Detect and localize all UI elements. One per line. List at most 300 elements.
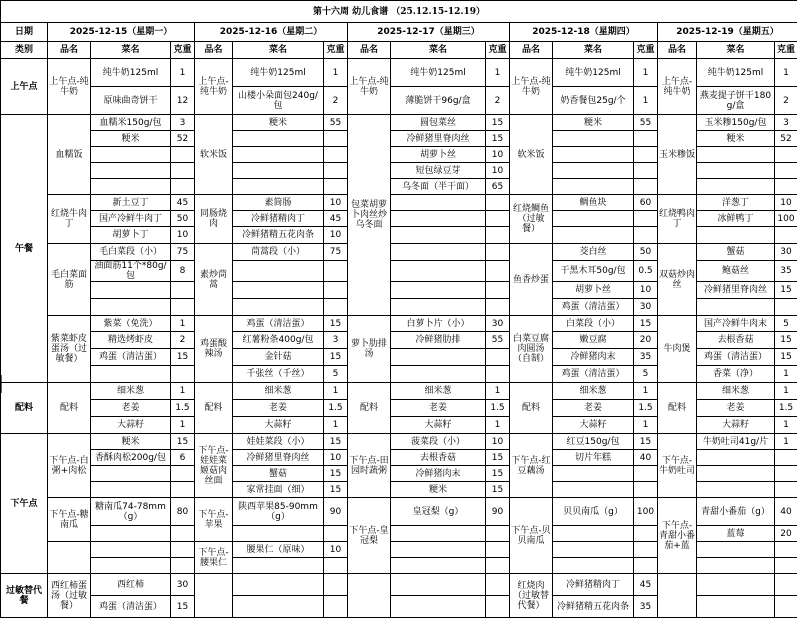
- ingredient-mon: 国产冷鲜牛肉丁: [91, 211, 171, 227]
- qty-wed: 90: [486, 498, 510, 526]
- day-header-tue: 2025-12-16（星期二）: [195, 23, 348, 42]
- ingredient-fri: [697, 596, 775, 618]
- ingredient-fri: 大蒜籽: [697, 417, 775, 434]
- ingredient-fri: 香菜（净）: [697, 366, 775, 383]
- col-dish: 品名: [658, 42, 697, 59]
- ingredient-wed: [391, 526, 486, 542]
- ingredient-mon: 精选烤虾皮: [91, 332, 171, 349]
- ingredient-thu: 纯牛奶125ml: [553, 59, 634, 87]
- qty-fri: 1: [775, 366, 797, 383]
- dish-name-fri: 玉米糁饭: [658, 115, 697, 195]
- qty-wed: [486, 195, 510, 211]
- qty-fri: [775, 542, 797, 558]
- ingredient-wed: 冷鲜猪里脊肉丝: [391, 131, 486, 147]
- ingredient-mon: 老姜: [91, 400, 171, 417]
- ingredient-tue: [233, 261, 324, 282]
- qty-thu: 0.5: [634, 261, 658, 282]
- dish-name-wed: 萝卜肋排汤: [348, 316, 391, 383]
- dish-name-tue: 下午点-苹果: [195, 498, 233, 542]
- table-row: [1, 574, 797, 596]
- ingredient-mon: [91, 558, 171, 574]
- qty-fri: [775, 179, 797, 195]
- qty-fri: 1: [775, 59, 797, 87]
- qty-tue: 10: [324, 195, 348, 211]
- qty-mon: [171, 179, 195, 195]
- ingredient-mon: 血糯米150g/包: [91, 115, 171, 131]
- ingredient-tue: 腰果仁（原味）: [233, 542, 324, 558]
- qty-mon: 1: [171, 59, 195, 87]
- qty-wed: [486, 574, 510, 596]
- ingredient-fri: [697, 466, 775, 482]
- ingredient-fri: 冰鲜鸭丁: [697, 211, 775, 227]
- ingredient-wed: 皇冠梨（g）: [391, 498, 486, 526]
- dish-name-tue: 下午点-娃娃菜姬菇肉丝面: [195, 434, 233, 498]
- qty-thu: 35: [634, 349, 658, 366]
- ingredient-mon: [91, 466, 171, 482]
- qty-thu: 45: [634, 574, 658, 596]
- ingredient-tue: 山楼小朵面包240g/包: [233, 87, 324, 115]
- ingredient-thu: 贝贝南瓜（g）: [553, 498, 634, 526]
- col-dish: 品名: [510, 42, 553, 59]
- ingredient-thu: [553, 227, 634, 244]
- ingredient-fri: 燕麦提子饼干180g/盒: [697, 87, 775, 115]
- ingredient-thu: [553, 466, 634, 482]
- dish-name-fri: 下午点-青甜小番茄+蓝: [658, 498, 697, 574]
- ingredient-fri: [697, 147, 775, 163]
- qty-tue: 15: [324, 482, 348, 498]
- ingredient-wed: 冷鲜猪肉末: [391, 466, 486, 482]
- dish-name-thu: 红烧肉（过敏替代餐）: [510, 574, 553, 618]
- qty-fri: [775, 482, 797, 498]
- ingredient-thu: [553, 179, 634, 195]
- dish-name-tue: 下午点-腰果仁: [195, 542, 233, 574]
- ingredient-thu: 冷鲜猪精肉丁: [553, 574, 634, 596]
- col-qty: 克重: [775, 42, 797, 59]
- dish-name-tue: 软米饭: [195, 115, 233, 195]
- qty-fri: 1: [775, 417, 797, 434]
- qty-wed: [486, 299, 510, 316]
- ingredient-wed: 胡萝卜丝: [391, 147, 486, 163]
- dish-name-fri: 红烧鸭肉丁: [658, 195, 697, 244]
- ingredient-thu: 白菜段（小）: [553, 316, 634, 332]
- ingredient-thu: [553, 482, 634, 498]
- qty-fri: 5: [775, 316, 797, 332]
- qty-tue: 55: [324, 115, 348, 131]
- dish-name-wed: 下午点-皇冠梨: [348, 498, 391, 574]
- ingredient-wed: 去根香菇: [391, 450, 486, 466]
- qty-thu: [634, 163, 658, 179]
- dish-name-fri: 牛肉煲: [658, 316, 697, 383]
- ingredient-fri: 鲍菇丝: [697, 261, 775, 282]
- qty-wed: 10: [486, 147, 510, 163]
- ingredient-thu: [553, 526, 634, 542]
- qty-wed: 1: [486, 383, 510, 400]
- qty-fri: [775, 466, 797, 482]
- ingredient-mon: 香酥肉松200g/包: [91, 450, 171, 466]
- qty-fri: 15: [775, 332, 797, 349]
- qty-fri: 52: [775, 131, 797, 147]
- ingredient-mon: 粳米: [91, 434, 171, 450]
- table-row: [1, 59, 797, 87]
- qty-fri: [775, 574, 797, 596]
- col-ingredient: 菜名: [553, 42, 634, 59]
- qty-fri: 35: [775, 261, 797, 282]
- ingredient-fri: 去根香菇: [697, 332, 775, 349]
- qty-thu: [634, 526, 658, 542]
- ingredient-fri: 牛奶吐司41g/片: [697, 434, 775, 450]
- ingredient-fri: 青甜小番茄（g）: [697, 498, 775, 526]
- qty-fri: 1: [775, 383, 797, 400]
- ingredient-mon: 胡萝卜丁: [91, 227, 171, 244]
- table-row: [1, 244, 797, 261]
- ingredient-fri: 鸡蛋（清洁蛋）: [697, 349, 775, 366]
- ingredient-wed: 细米葱: [391, 383, 486, 400]
- qty-mon: 3: [171, 115, 195, 131]
- table-row: [1, 195, 797, 211]
- qty-thu: [634, 466, 658, 482]
- ingredient-fri: 蓝莓: [697, 526, 775, 542]
- ingredient-thu: 嫩豆腐: [553, 332, 634, 349]
- ingredient-wed: [391, 195, 486, 211]
- qty-wed: 65: [486, 179, 510, 195]
- ingredient-tue: [233, 179, 324, 195]
- ingredient-wed: 短包绿豆芽: [391, 163, 486, 179]
- ingredient-fri: [697, 482, 775, 498]
- qty-mon: 15: [171, 349, 195, 366]
- ingredient-mon: 鸡蛋（清洁蛋）: [91, 349, 171, 366]
- col-qty: 克重: [486, 42, 510, 59]
- ingredient-thu: 冷鲜猪肉末: [553, 349, 634, 366]
- ingredient-mon: [91, 163, 171, 179]
- qty-mon: [171, 163, 195, 179]
- col-qty: 克重: [324, 42, 348, 59]
- dish-name-thu: 白菜豆腐肉圆汤（自制）: [510, 316, 553, 383]
- col-ingredient: 菜名: [91, 42, 171, 59]
- qty-tue: 15: [324, 316, 348, 332]
- ingredient-thu: [553, 211, 634, 227]
- ingredient-wed: 大蒜籽: [391, 417, 486, 434]
- qty-fri: 1: [775, 434, 797, 450]
- date-label: 日期: [1, 23, 48, 42]
- qty-mon: [171, 366, 195, 383]
- qty-tue: 3: [324, 332, 348, 349]
- qty-wed: [486, 261, 510, 282]
- qty-wed: 1: [486, 417, 510, 434]
- qty-mon: [171, 558, 195, 574]
- dish-name-tue: 上午点-纯牛奶: [195, 59, 233, 115]
- qty-thu: 100: [634, 498, 658, 526]
- qty-mon: [171, 299, 195, 316]
- ingredient-wed: [391, 282, 486, 299]
- ingredient-thu: 冷鲜猪精五花肉条: [553, 596, 634, 618]
- ingredient-tue: 千张丝（千丝）: [233, 366, 324, 383]
- ingredient-wed: 老姜: [391, 400, 486, 417]
- qty-fri: 1.5: [775, 400, 797, 417]
- ingredient-tue: 茼蒿段（小）: [233, 244, 324, 261]
- qty-fri: [775, 299, 797, 316]
- qty-mon: 75: [171, 244, 195, 261]
- ingredient-wed: 白萝卜片（小）: [391, 316, 486, 332]
- dish-name-mon: 血糯饭: [48, 115, 91, 195]
- ingredient-wed: [391, 244, 486, 261]
- ingredient-tue: 冷鲜猪精肉丁: [233, 211, 324, 227]
- qty-tue: 2: [324, 87, 348, 115]
- ingredient-tue: [233, 131, 324, 147]
- qty-wed: [486, 526, 510, 542]
- table-row: [1, 498, 797, 526]
- qty-fri: [775, 450, 797, 466]
- qty-thu: 1: [634, 87, 658, 115]
- ingredient-tue: [233, 526, 324, 542]
- dish-name-thu: 配料: [510, 383, 553, 434]
- ingredient-wed: 薄脆饼干96g/盒: [391, 87, 486, 115]
- ingredient-thu: 老姜: [553, 400, 634, 417]
- ingredient-fri: [697, 227, 775, 244]
- col-dish: 品名: [195, 42, 233, 59]
- dish-name-fri: 上午点-纯牛奶: [658, 59, 697, 115]
- ingredient-fri: 粳米: [697, 131, 775, 147]
- qty-mon: 1: [171, 383, 195, 400]
- ingredient-wed: 菠菜段（小）: [391, 434, 486, 450]
- ingredient-fri: 蟹菇: [697, 244, 775, 261]
- category-label: 类别: [1, 42, 48, 59]
- qty-tue: 75: [324, 244, 348, 261]
- table-row: [1, 316, 797, 332]
- ingredient-mon: [91, 542, 171, 558]
- ingredient-tue: 老姜: [233, 400, 324, 417]
- table-row: [1, 115, 797, 131]
- qty-wed: 15: [486, 450, 510, 466]
- qty-tue: [324, 261, 348, 282]
- qty-tue: [324, 596, 348, 618]
- ingredient-wed: [391, 299, 486, 316]
- qty-fri: 15: [775, 349, 797, 366]
- qty-tue: 1: [324, 59, 348, 87]
- ingredient-mon: 新土豆丁: [91, 195, 171, 211]
- qty-tue: [324, 147, 348, 163]
- ingredient-thu: 鸡蛋（清洁蛋）: [553, 366, 634, 383]
- ingredient-fri: [697, 574, 775, 596]
- qty-wed: 15: [486, 131, 510, 147]
- ingredient-wed: [391, 558, 486, 574]
- ingredient-thu: 红豆150g/包: [553, 434, 634, 450]
- day-header-mon: 2025-12-15（星期一）: [48, 23, 195, 42]
- qty-thu: 1: [634, 59, 658, 87]
- ingredient-wed: [391, 349, 486, 366]
- category-cell: 下午点: [1, 434, 48, 574]
- ingredient-tue: [233, 574, 324, 596]
- ingredient-wed: 圆包菜丝: [391, 115, 486, 131]
- dish-name-wed: 下午点-田园时蔬粥: [348, 434, 391, 498]
- ingredient-tue: 细米葱: [233, 383, 324, 400]
- ingredient-mon: [91, 147, 171, 163]
- qty-thu: 10: [634, 282, 658, 299]
- ingredient-tue: 金针菇: [233, 349, 324, 366]
- qty-thu: 1: [634, 417, 658, 434]
- dish-name-tue: 鸡蛋酸辣汤: [195, 316, 233, 383]
- ingredient-tue: [233, 299, 324, 316]
- ingredient-fri: [697, 179, 775, 195]
- qty-wed: 15: [486, 115, 510, 131]
- qty-mon: 52: [171, 131, 195, 147]
- qty-fri: [775, 163, 797, 179]
- dish-name-mon: 配料: [48, 383, 91, 434]
- ingredient-mon: [91, 282, 171, 299]
- qty-tue: 15: [324, 434, 348, 450]
- qty-thu: 1: [634, 383, 658, 400]
- qty-tue: 15: [324, 349, 348, 366]
- qty-thu: 30: [634, 299, 658, 316]
- ingredient-tue: 粳米: [233, 115, 324, 131]
- qty-wed: [486, 558, 510, 574]
- ingredient-wed: 纯牛奶125ml: [391, 59, 486, 87]
- qty-wed: [486, 596, 510, 618]
- qty-mon: [171, 282, 195, 299]
- qty-fri: [775, 227, 797, 244]
- ingredient-fri: [697, 450, 775, 466]
- dish-name-wed: 包菜胡萝卜肉丝炒乌冬面: [348, 115, 391, 316]
- qty-mon: 15: [171, 434, 195, 450]
- ingredient-thu: 干黑木耳50g/包: [553, 261, 634, 282]
- qty-fri: 100: [775, 211, 797, 227]
- qty-thu: [634, 227, 658, 244]
- qty-mon: 80: [171, 498, 195, 526]
- qty-wed: 15: [486, 466, 510, 482]
- qty-tue: 10: [324, 450, 348, 466]
- qty-tue: 15: [324, 466, 348, 482]
- ingredient-mon: [91, 526, 171, 542]
- qty-wed: [486, 211, 510, 227]
- ingredient-mon: [91, 179, 171, 195]
- ingredient-fri: 洋葱丁: [697, 195, 775, 211]
- ingredient-mon: 原味曲奇饼干: [91, 87, 171, 115]
- qty-tue: 1: [324, 417, 348, 434]
- qty-mon: 15: [171, 596, 195, 618]
- ingredient-tue: 大蒜籽: [233, 417, 324, 434]
- qty-wed: 15: [486, 482, 510, 498]
- dish-name-mon: 紫菜虾皮蛋汤（过敏餐）: [48, 316, 91, 383]
- qty-fri: 15: [775, 282, 797, 299]
- qty-mon: [171, 542, 195, 558]
- qty-mon: 50: [171, 211, 195, 227]
- ingredient-thu: 鲷鱼块: [553, 195, 634, 211]
- qty-thu: 15: [634, 316, 658, 332]
- column-header-row: [1, 42, 797, 59]
- qty-fri: [775, 558, 797, 574]
- qty-thu: 15: [634, 434, 658, 450]
- dish-name-wed: [348, 574, 391, 618]
- dish-name-wed: 上午点-纯牛奶: [348, 59, 391, 115]
- qty-tue: 45: [324, 211, 348, 227]
- dish-name-fri: 下午点-牛奶吐司: [658, 434, 697, 498]
- ingredient-thu: [553, 131, 634, 147]
- dish-name-mon: 红烧牛肉丁: [48, 195, 91, 244]
- qty-thu: [634, 179, 658, 195]
- dish-name-mon: 毛白菜面筋: [48, 244, 91, 316]
- qty-thu: 40: [634, 450, 658, 466]
- ingredient-mon: [91, 299, 171, 316]
- ingredient-mon: 油面筋11个*80g/包: [91, 261, 171, 282]
- ingredient-tue: [233, 558, 324, 574]
- ingredient-mon: 紫菜（免洗）: [91, 316, 171, 332]
- qty-thu: 20: [634, 332, 658, 349]
- dish-name-mon: 上午点-纯牛奶: [48, 59, 91, 115]
- qty-mon: 1: [171, 417, 195, 434]
- qty-mon: [171, 466, 195, 482]
- ingredient-wed: 冷鲜猪肋排: [391, 332, 486, 349]
- ingredient-thu: 大蒜籽: [553, 417, 634, 434]
- qty-wed: [486, 366, 510, 383]
- qty-mon: 6: [171, 450, 195, 466]
- qty-mon: 45: [171, 195, 195, 211]
- qty-thu: [634, 558, 658, 574]
- ingredient-tue: [233, 147, 324, 163]
- ingredient-tue: [233, 282, 324, 299]
- ingredient-wed: [391, 596, 486, 618]
- ingredient-wed: [391, 211, 486, 227]
- qty-fri: [775, 596, 797, 618]
- qty-tue: [324, 526, 348, 542]
- qty-mon: [171, 526, 195, 542]
- qty-tue: [324, 282, 348, 299]
- qty-thu: [634, 147, 658, 163]
- ingredient-wed: [391, 574, 486, 596]
- ingredient-tue: 纯牛奶125ml: [233, 59, 324, 87]
- dish-name-thu: 下午点-贝贝南瓜: [510, 498, 553, 574]
- ingredient-tue: [233, 596, 324, 618]
- qty-tue: [324, 299, 348, 316]
- dish-name-thu: 下午点-红豆藕汤: [510, 434, 553, 498]
- dish-name-fri: 配料: [658, 383, 697, 434]
- col-dish: 品名: [348, 42, 391, 59]
- ingredient-mon: 纯牛奶125ml: [91, 59, 171, 87]
- ingredient-wed: [391, 542, 486, 558]
- ingredient-fri: [697, 299, 775, 316]
- ingredient-wed: [391, 227, 486, 244]
- ingredient-fri: [697, 558, 775, 574]
- ingredient-mon: 鸡蛋（清洁蛋）: [91, 596, 171, 618]
- qty-tue: [324, 574, 348, 596]
- ingredient-fri: 老姜: [697, 400, 775, 417]
- qty-mon: [171, 482, 195, 498]
- col-ingredient: 菜名: [391, 42, 486, 59]
- ingredient-thu: 奶香餐包25g/个: [553, 87, 634, 115]
- qty-wed: [486, 227, 510, 244]
- qty-mon: 1.5: [171, 400, 195, 417]
- ingredient-thu: [553, 163, 634, 179]
- table-row: [1, 383, 797, 400]
- ingredient-thu: 粳米: [553, 115, 634, 131]
- dish-name-thu: 上午点-纯牛奶: [510, 59, 553, 115]
- ingredient-mon: 毛白菜段（小）: [91, 244, 171, 261]
- qty-wed: 10: [486, 434, 510, 450]
- ingredient-fri: 细米葱: [697, 383, 775, 400]
- qty-thu: 5: [634, 366, 658, 383]
- qty-thu: [634, 482, 658, 498]
- dish-name-mon: 下午点-白粥+肉松: [48, 434, 91, 498]
- ingredient-tue: 蟹菇: [233, 466, 324, 482]
- qty-wed: [486, 282, 510, 299]
- dish-name-mon: 下午点-糖南瓜: [48, 498, 91, 542]
- ingredient-tue: 家常挂面（细）: [233, 482, 324, 498]
- qty-mon: 2: [171, 332, 195, 349]
- ingredient-thu: [553, 542, 634, 558]
- qty-tue: 90: [324, 498, 348, 526]
- ingredient-tue: 陕西苹果85-90mm（g）: [233, 498, 324, 526]
- qty-thu: 50: [634, 244, 658, 261]
- qty-wed: 2: [486, 87, 510, 115]
- dish-name-thu: 红烧鲷鱼（过敏餐）: [510, 195, 553, 244]
